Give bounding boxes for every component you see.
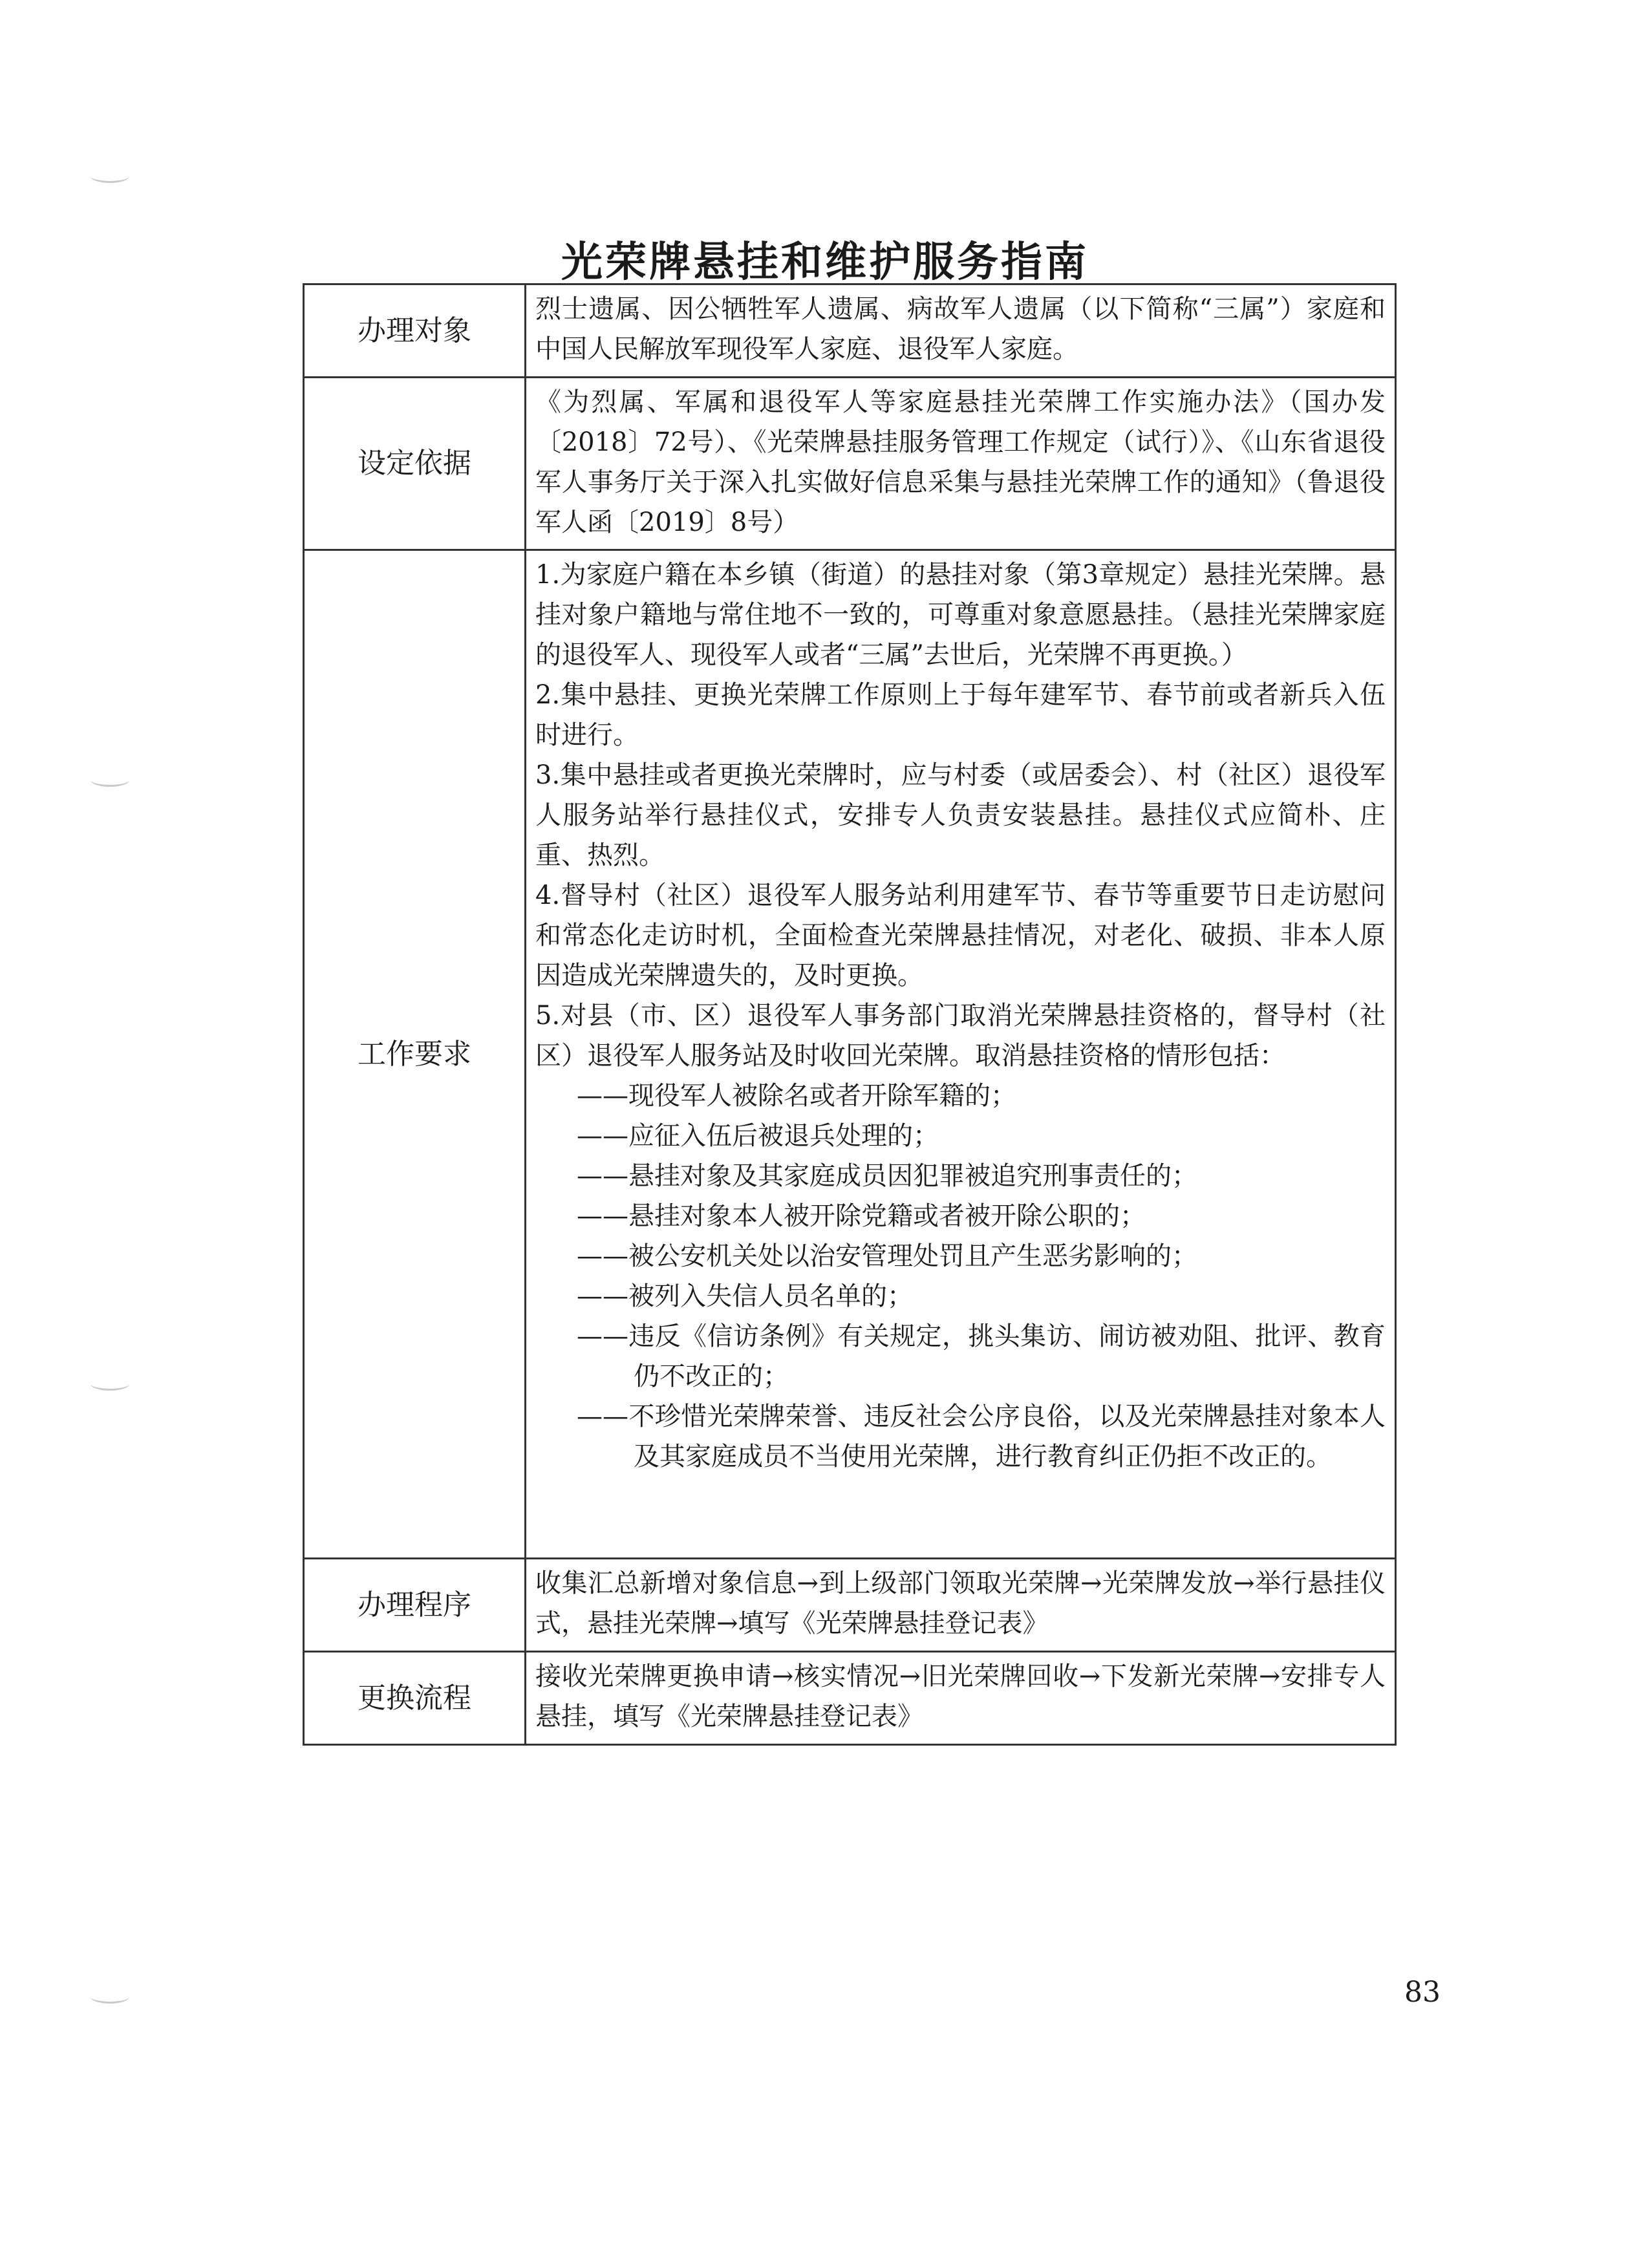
list-item: ——应征入伍后被退兵处理的； [577, 1121, 939, 1151]
list-item: ——不珍惜光荣牌荣誉、违反社会公序良俗，以及光荣牌悬挂对象本人及其家庭成员不当使用光荣牌，进行教育纠正仍拒不改正的。 [577, 1402, 1386, 1471]
row-label: 更换流程 [304, 1652, 526, 1745]
content-paragraph: 接收光荣牌更换申请→核实情况→旧光荣牌回收→下发新光荣牌→安排专人悬挂，填写《光荣牌悬挂登记表》 [535, 1662, 1386, 1731]
binding-hole-mark [91, 1990, 129, 2004]
row-content [526, 1652, 1396, 1745]
list-item: ——悬挂对象及其家庭成员因犯罪被追究刑事责任的； [577, 1161, 1197, 1191]
row-content [526, 378, 1396, 550]
content-paragraph: 3.集中悬挂或者更换光荣牌时，应与村委（或居委会）、村（社区）退役军人服务站举行悬挂仪式，安排专人负责安装悬挂。悬挂仪式应简朴、庄重、热烈。 [535, 760, 1386, 870]
content-paragraph: 2.集中悬挂、更换光荣牌工作原则上于每年建军节、春节前或者新兵入伍时进行。 [535, 680, 1386, 750]
page-title: 光荣牌悬挂和维护服务指南 [561, 237, 1089, 286]
row-content [526, 550, 1396, 1559]
table-row [304, 1652, 1396, 1745]
list-item: ——违反《信访条例》有关规定，挑头集访、闹访被劝阻、批评、教育仍不改正的； [577, 1321, 1386, 1391]
row-content [526, 1559, 1396, 1652]
row-label: 办理程序 [304, 1559, 526, 1652]
content-paragraph: 5.对县（市、区）退役军人事务部门取消光荣牌悬挂资格的，督导村（社区）退役军人服务站及时收回光荣牌。取消悬挂资格的情形包括： [535, 1001, 1386, 1071]
service-guide-table [303, 283, 1397, 1746]
row-content [526, 284, 1396, 378]
row-label: 工作要求 [304, 550, 526, 1559]
revocation-list [535, 1076, 1386, 1477]
table-row [304, 1559, 1396, 1652]
row-label: 设定依据 [304, 378, 526, 550]
content-paragraph: 《为烈属、军属和退役军人等家庭悬挂光荣牌工作实施办法》（国办发〔2018〕72号）、《光荣牌悬挂服务管理工作规定（试行）》、《山东省退役军人事务厅关于深入扎实做好信息采集与悬挂光荣牌工作的通知》（鲁退役军人函〔2019〕8号） [535, 387, 1386, 537]
binding-hole-mark [91, 1377, 129, 1391]
page-number: 83 [1404, 1976, 1441, 2009]
content-paragraph: 烈士遗属、因公牺牲军人遗属、病故军人遗属（以下简称“三属”）家庭和中国人民解放军现役军人家庭、退役军人家庭。 [535, 294, 1386, 364]
content-paragraph: 收集汇总新增对象信息→到上级部门领取光荣牌→光荣牌发放→举行悬挂仪式，悬挂光荣牌→填写《光荣牌悬挂登记表》 [535, 1568, 1386, 1638]
list-item: ——现役军人被除名或者开除军籍的； [577, 1081, 1016, 1111]
table-row [304, 378, 1396, 550]
binding-hole-mark [91, 773, 129, 787]
binding-hole-mark [91, 169, 129, 183]
list-item: ——被列入失信人员名单的； [577, 1281, 913, 1311]
content-paragraph: 1.为家庭户籍在本乡镇（街道）的悬挂对象（第3章规定）悬挂光荣牌。悬挂对象户籍地与常住地不一致的，可尊重对象意愿悬挂。（悬挂光荣牌家庭的退役军人、现役军人或者“三属”去世后，光荣牌不再更换。） [535, 560, 1386, 670]
row-label: 办理对象 [304, 284, 526, 378]
table-row [304, 284, 1396, 378]
content-paragraph: 4.督导村（社区）退役军人服务站利用建军节、春节等重要节日走访慰问和常态化走访时机，全面检查光荣牌悬挂情况，对老化、破损、非本人原因造成光荣牌遗失的，及时更换。 [535, 881, 1386, 990]
table-row [304, 550, 1396, 1559]
list-item: ——被公安机关处以治安管理处罚且产生恶劣影响的； [577, 1241, 1197, 1271]
list-item: ——悬挂对象本人被开除党籍或者被开除公职的； [577, 1201, 1146, 1231]
